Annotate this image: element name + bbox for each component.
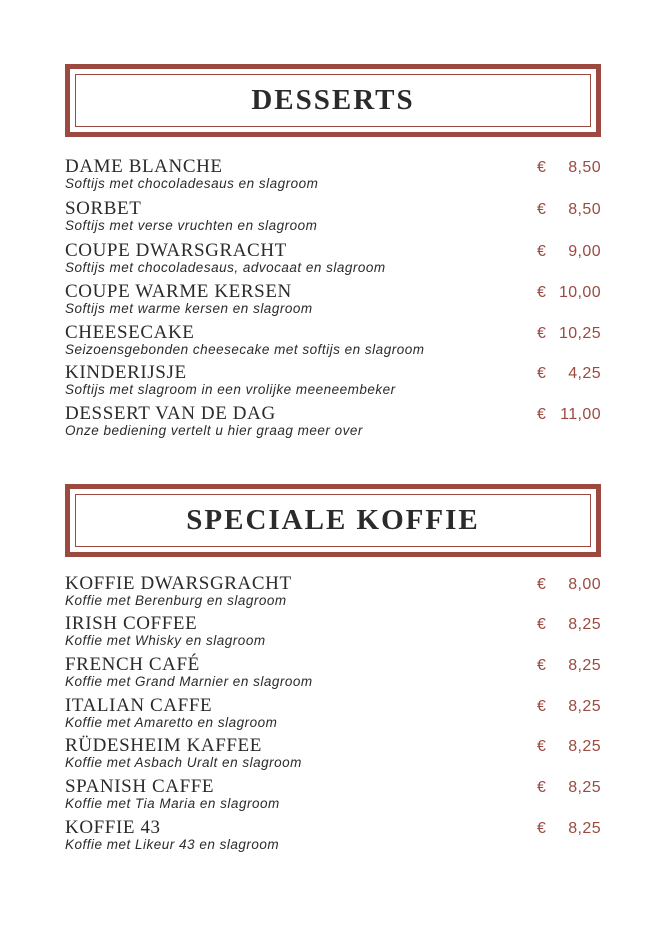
item-description: Seizoensgebonden cheesecake met softijs en slagroom [65, 342, 425, 357]
price-amount: 8,25 [568, 698, 601, 715]
desserts-header-inner-frame [75, 74, 591, 127]
item-description: Koffie met Asbach Uralt en slagroom [65, 755, 302, 770]
menu-item [65, 199, 601, 234]
item-price [537, 406, 601, 424]
price-amount: 8,50 [568, 159, 601, 176]
currency-symbol: € [537, 325, 547, 342]
price-amount: 8,00 [568, 576, 601, 593]
desserts-header [65, 64, 601, 137]
price-amount: 8,25 [568, 779, 601, 796]
speciale-koffie-header-inner-frame [75, 494, 591, 547]
item-name: CHEESECAKE [65, 322, 195, 343]
item-name: IRISH COFFEE [65, 613, 198, 634]
item-price [537, 820, 601, 838]
currency-symbol: € [537, 406, 547, 423]
speciale-koffie-header [65, 484, 601, 557]
item-price [537, 365, 601, 383]
price-amount: 8,25 [568, 738, 601, 755]
item-description: Softijs met chocoladesaus, advocaat en slagroom [65, 260, 386, 275]
currency-symbol: € [537, 779, 547, 796]
currency-symbol: € [537, 159, 547, 176]
menu-item [65, 818, 601, 853]
menu-item [65, 655, 601, 690]
item-name: COUPE DWARSGRACHT [65, 240, 287, 261]
menu-item [65, 736, 601, 771]
item-description: Softijs met chocoladesaus en slagroom [65, 176, 319, 191]
speciale-koffie-title: SPECIALE KOFFIE [186, 504, 480, 536]
item-price [537, 657, 601, 675]
price-amount: 11,00 [560, 406, 601, 423]
item-description: Koffie met Whisky en slagroom [65, 633, 266, 648]
item-name: KINDERIJSJE [65, 362, 187, 383]
menu-item [65, 574, 601, 609]
item-price [537, 576, 601, 594]
item-description: Onze bediening vertelt u hier graag meer over [65, 423, 363, 438]
item-price [537, 284, 601, 302]
menu-item [65, 282, 601, 317]
item-price [537, 779, 601, 797]
price-amount: 8,25 [568, 616, 601, 633]
item-description: Koffie met Grand Marnier en slagroom [65, 674, 313, 689]
menu-item [65, 696, 601, 731]
item-price [537, 243, 601, 261]
price-amount: 9,00 [568, 243, 601, 260]
item-name: DESSERT VAN DE DAG [65, 403, 276, 424]
item-description: Koffie met Berenburg en slagroom [65, 593, 287, 608]
currency-symbol: € [537, 820, 547, 837]
desserts-title: DESSERTS [251, 84, 415, 116]
currency-symbol: € [537, 243, 547, 260]
item-price [537, 201, 601, 219]
item-name: RÜDESHEIM KAFFEE [65, 735, 262, 756]
currency-symbol: € [537, 576, 547, 593]
price-amount: 10,00 [558, 284, 601, 301]
item-description: Koffie met Likeur 43 en slagroom [65, 837, 280, 852]
item-name: FRENCH CAFÉ [65, 654, 200, 675]
price-amount: 8,50 [568, 201, 601, 218]
menu-item [65, 363, 601, 398]
item-price [537, 698, 601, 716]
item-description: Softijs met slagroom in een vrolijke meeneembeker [65, 382, 396, 397]
item-name: KOFFIE DWARSGRACHT [65, 573, 292, 594]
item-name: DAME BLANCHE [65, 156, 223, 177]
currency-symbol: € [537, 284, 547, 301]
item-description: Softijs met warme kersen en slagroom [65, 301, 313, 316]
price-amount: 8,25 [568, 820, 601, 837]
item-name: KOFFIE 43 [65, 817, 161, 838]
menu-item [65, 323, 601, 358]
menu-item [65, 404, 601, 439]
menu-item [65, 241, 601, 276]
item-name: SPANISH CAFFE [65, 776, 215, 797]
item-name: SORBET [65, 198, 142, 219]
item-description: Koffie met Tia Maria en slagroom [65, 796, 280, 811]
currency-symbol: € [537, 657, 547, 674]
currency-symbol: € [537, 738, 547, 755]
item-name: COUPE WARME KERSEN [65, 281, 292, 302]
item-description: Koffie met Amaretto en slagroom [65, 715, 278, 730]
menu-item [65, 614, 601, 649]
item-price [537, 325, 601, 343]
currency-symbol: € [537, 698, 547, 715]
menu-item [65, 777, 601, 812]
item-name: ITALIAN CAFFE [65, 695, 213, 716]
item-price [537, 738, 601, 756]
currency-symbol: € [537, 201, 547, 218]
item-price [537, 616, 601, 634]
price-amount: 4,25 [568, 365, 601, 382]
menu-item [65, 157, 601, 192]
item-description: Softijs met verse vruchten en slagroom [65, 218, 318, 233]
currency-symbol: € [537, 616, 547, 633]
price-amount: 10,25 [558, 325, 601, 342]
item-price [537, 159, 601, 177]
currency-symbol: € [537, 365, 547, 382]
price-amount: 8,25 [568, 657, 601, 674]
